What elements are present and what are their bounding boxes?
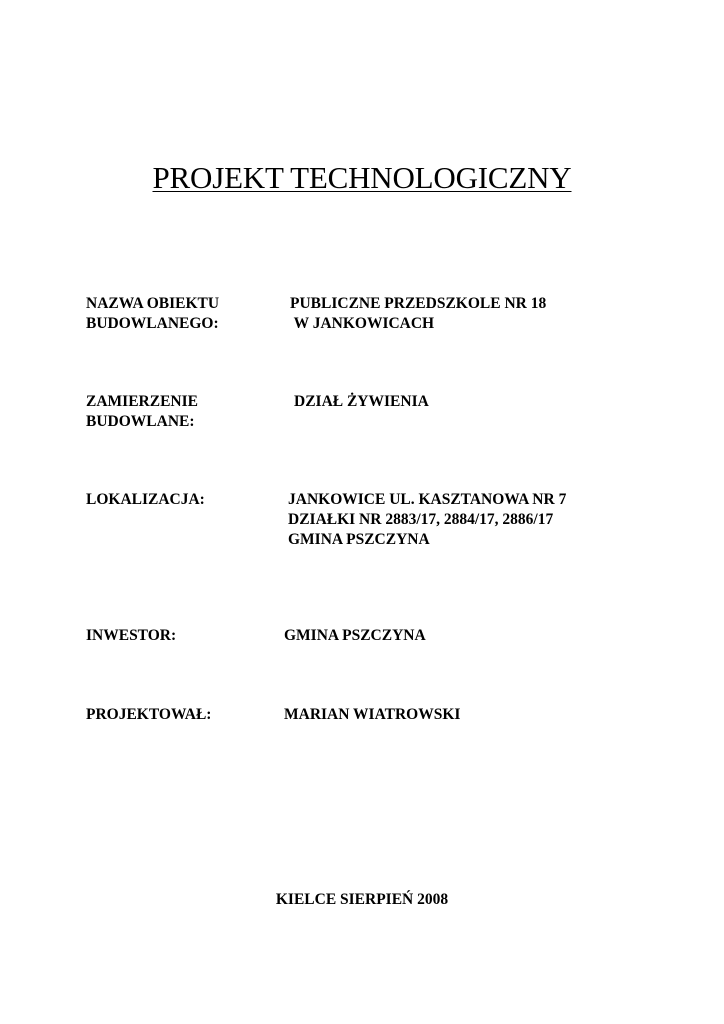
field-label-line: BUDOWLANEGO:	[86, 315, 219, 332]
field-label	[86, 392, 276, 432]
field-value-line: MARIAN WIATROWSKI	[284, 706, 461, 723]
field-value	[288, 490, 566, 550]
field-label	[86, 294, 276, 334]
field-label-line: BUDOWLANE:	[86, 413, 195, 430]
field-label-line: PROJEKTOWAŁ:	[86, 706, 212, 723]
document-title: PROJEKT TECHNOLOGICZNY	[152, 160, 572, 195]
field-value	[290, 294, 546, 334]
field-label	[86, 626, 276, 646]
field-label	[86, 705, 276, 725]
field-value-line: DZIAŁ ŻYWIENIA	[294, 393, 429, 410]
field-label-line: LOKALIZACJA:	[86, 491, 205, 508]
field-value	[284, 626, 426, 646]
field-value-line: PUBLICZNE PRZEDSZKOLE NR 18	[290, 295, 547, 312]
field-value-line: GMINA PSZCZYNA	[288, 531, 430, 548]
field-label	[86, 490, 276, 510]
field-label-line: INWESTOR:	[86, 627, 177, 644]
document-footer: KIELCE SIERPIEŃ 2008	[275, 891, 449, 908]
field-label-line: NAZWA OBIEKTU	[86, 295, 220, 312]
field-value	[294, 392, 429, 412]
field-value	[284, 705, 460, 725]
field-label-line: ZAMIERZENIE	[86, 393, 198, 410]
field-value-line: DZIAŁKI NR 2883/17, 2884/17, 2886/17	[288, 511, 554, 528]
field-value-line: GMINA PSZCZYNA	[284, 627, 426, 644]
field-value-line: W JANKOWICACH	[290, 315, 435, 332]
field-value-line: JANKOWICE UL. KASZTANOWA NR 7	[288, 491, 567, 508]
